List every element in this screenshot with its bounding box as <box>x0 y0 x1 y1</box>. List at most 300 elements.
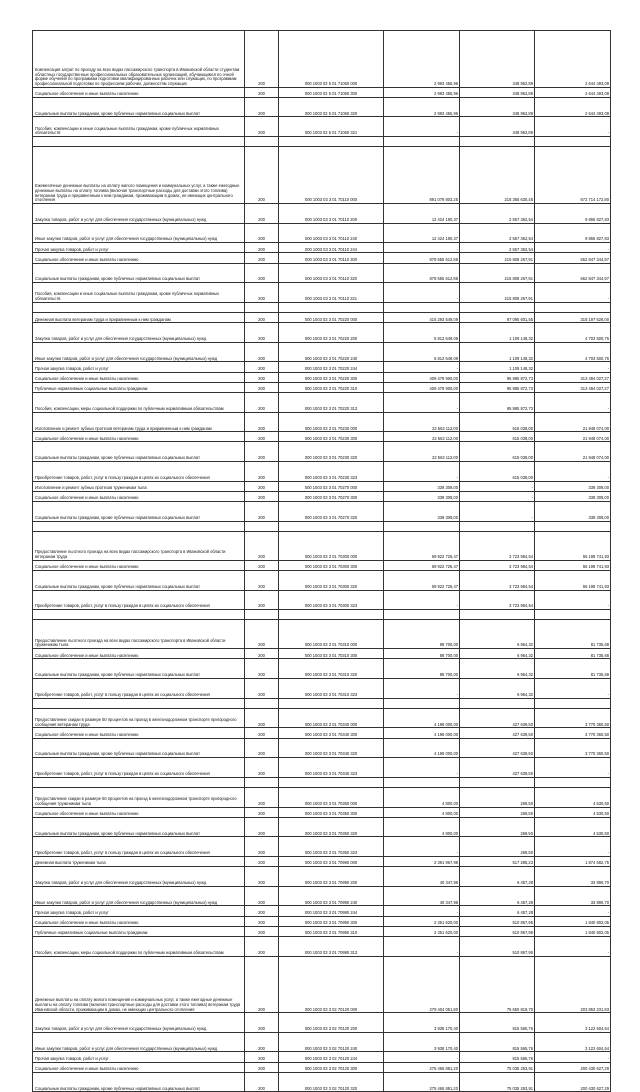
row-name: Социальные выплаты гражданам, кроме публичных нормативных социальных выплат <box>33 738 245 758</box>
row-line-code: 200 <box>245 916 279 926</box>
row-unexecuted <box>535 777 611 787</box>
row-executed: 815 565,76 <box>460 1032 535 1052</box>
row-unexecuted: - <box>535 679 611 699</box>
row-name: Предоставление скидки в размере 50 процентов на проезд в железнодорожном транспорте пригородного сообщения труженикам тыла <box>33 787 245 807</box>
row-executed: 3 723 984,54 <box>460 571 535 591</box>
row-line-code <box>245 521 279 531</box>
row-line-code: 200 <box>245 787 279 807</box>
row-approved: - <box>384 243 460 253</box>
row-name: Приобретение товаров, работ, услуг в пользу граждан в целях их социального обеспечения <box>33 837 245 857</box>
row-name: Социальные выплаты гражданам, кроме публичных нормативных социальных выплат <box>33 263 245 283</box>
table-row <box>33 147 611 204</box>
row-executed: 427 639,50 <box>460 738 535 758</box>
row-line-code: 200 <box>245 937 279 957</box>
table-row <box>33 203 611 223</box>
row-line-code: 200 <box>245 31 279 88</box>
row-line-code: 200 <box>245 393 279 413</box>
row-budget-code: 000 1003 03 3 01 70310 300 <box>279 649 384 659</box>
row-name: Публичные нормативные социальные выплаты гражданам <box>33 382 245 392</box>
row-approved <box>384 137 460 147</box>
row-approved: - <box>384 590 460 610</box>
row-line-code: 200 <box>245 620 279 649</box>
row-executed: 510 867,95 <box>460 926 535 936</box>
row-unexecuted: 21 948 074,00 <box>535 442 611 462</box>
row-unexecuted: 3 770 360,50 <box>535 708 611 728</box>
row-line-code: 200 <box>245 263 279 283</box>
row-unexecuted: 1 874 682,75 <box>535 856 611 866</box>
row-unexecuted: 200 430 627,29 <box>535 1062 611 1072</box>
row-name: Прочая закупка товаров, работ и услуг <box>33 906 245 916</box>
row-approved: 2 993 455,96 <box>384 97 460 117</box>
row-name: Социальные выплаты гражданам, кроме публичных нормативных социальных выплат <box>33 1072 245 1092</box>
table-row <box>33 223 611 243</box>
row-line-code: 200 <box>245 97 279 117</box>
row-approved: - <box>384 906 460 916</box>
row-approved: 4 198 000,00 <box>384 738 460 758</box>
row-unexecuted: 672 714 172,80 <box>535 147 611 204</box>
row-unexecuted: - <box>535 362 611 372</box>
row-executed: - <box>460 481 535 491</box>
row-approved: 878 655 612,88 <box>384 253 460 263</box>
row-executed: 6 457,28 <box>460 886 535 906</box>
row-line-code: 200 <box>245 382 279 392</box>
row-line-code: 200 <box>245 590 279 610</box>
row-approved: 3 938 170,40 <box>384 1013 460 1033</box>
row-name: Пособия, компенсации и иные социальные выплаты гражданам, кроме публичных нормативных обязательств <box>33 283 245 303</box>
row-approved: 415 293 549,09 <box>384 312 460 322</box>
row-approved: - <box>384 1052 460 1062</box>
row-name: Социальное обеспечение и иные выплаты населению <box>33 649 245 659</box>
table-row <box>33 698 611 708</box>
row-unexecuted: 313 494 027,27 <box>535 372 611 382</box>
row-approved: - <box>384 837 460 857</box>
row-unexecuted: 2 644 493,09 <box>535 87 611 97</box>
row-budget-code: 000 1003 03 3 01 70300 300 <box>279 560 384 570</box>
row-unexecuted: - <box>535 837 611 857</box>
row-name: Социальные выплаты гражданам, кроме публичных нормативных социальных выплат <box>33 502 245 522</box>
row-executed: 427 639,50 <box>460 708 535 728</box>
row-unexecuted: 1 840 802,05 <box>535 926 611 936</box>
row-line-code: 200 <box>245 491 279 501</box>
row-approved: 5 812 649,09 <box>384 342 460 362</box>
row-line-code <box>245 137 279 147</box>
row-budget-code: 000 1003 03 3 01 70990 000 <box>279 856 384 866</box>
table-row <box>33 817 611 837</box>
row-unexecuted: 200 430 627,29 <box>535 1072 611 1092</box>
row-name: Приобретение товаров, работ, услуг в пользу граждан в целях их социального обеспечения <box>33 462 245 482</box>
row-executed: 510 867,95 <box>460 937 535 957</box>
row-line-code: 200 <box>245 1013 279 1033</box>
row-executed: 269,50 <box>460 807 535 817</box>
row-line-code <box>245 302 279 312</box>
row-executed: 2 557 362,54 <box>460 243 535 253</box>
row-unexecuted <box>535 521 611 531</box>
row-approved: - <box>384 937 460 957</box>
row-name: Социальное обеспечение и иные выплаты населению <box>33 916 245 926</box>
row-name: Приобретение товаров, работ, услуг в пользу граждан в целях их социального обеспечения <box>33 590 245 610</box>
row-executed: 815 565,76 <box>460 1013 535 1033</box>
row-budget-code: 000 1003 03 3 01 70350 300 <box>279 807 384 817</box>
row-line-code <box>245 698 279 708</box>
row-executed: 95 985 872,73 <box>460 393 535 413</box>
row-budget-code: 000 1003 03 3 01 70110 321 <box>279 283 384 303</box>
table-row <box>33 738 611 758</box>
row-name: Социальное обеспечение и иные выплаты населению <box>33 372 245 382</box>
row-unexecuted: 9 866 827,83 <box>535 203 611 223</box>
row-line-code: 200 <box>245 867 279 887</box>
row-line-code: 200 <box>245 926 279 936</box>
row-line-code: 200 <box>245 807 279 817</box>
table-row <box>33 393 611 413</box>
row-executed: 3 723 984,54 <box>460 531 535 560</box>
row-budget-code <box>279 137 384 147</box>
row-budget-code: 000 1003 03 3 01 70220 313 <box>279 393 384 413</box>
row-executed: 75 035 253,91 <box>460 1072 535 1092</box>
row-approved <box>384 521 460 531</box>
row-line-code: 200 <box>245 117 279 137</box>
row-unexecuted: - <box>535 758 611 778</box>
row-budget-code: 000 1003 03 3 01 70110 244 <box>279 243 384 253</box>
row-executed: 6 964,32 <box>460 659 535 679</box>
row-approved: 40 347,98 <box>384 886 460 906</box>
row-name: Иные закупки товаров, работ и услуг для обеспечения государственных (муниципальных) нужд <box>33 342 245 362</box>
row-budget-code: 000 1003 03 3 01 70220 240 <box>279 342 384 362</box>
row-line-code: 200 <box>245 679 279 699</box>
row-budget-code: 000 1003 03 3 01 70110 320 <box>279 263 384 283</box>
row-unexecuted: 662 847 344,97 <box>535 253 611 263</box>
table-row <box>33 382 611 392</box>
row-budget-code: 000 1003 03 3 01 70220 244 <box>279 362 384 372</box>
table-row <box>33 253 611 263</box>
row-line-code: 200 <box>245 817 279 837</box>
table-row <box>33 481 611 491</box>
row-executed: 1 109 148,32 <box>460 342 535 362</box>
row-name: Пособия, компенсации, меры социальной поддержки по публичным нормативным обязательствам <box>33 393 245 413</box>
table-row <box>33 856 611 866</box>
table-row <box>33 807 611 817</box>
row-unexecuted: 56 198 741,93 <box>535 571 611 591</box>
row-unexecuted: 339 309,00 <box>535 502 611 522</box>
row-budget-code: 000 1003 03 3 01 70350 323 <box>279 837 384 857</box>
row-unexecuted: 33 890,70 <box>535 867 611 887</box>
row-approved <box>384 302 460 312</box>
row-budget-code: 000 1003 03 3 01 70230 320 <box>279 442 384 462</box>
table-row <box>33 679 611 699</box>
row-name: Социальные выплаты гражданам, кроме публичных нормативных социальных выплат <box>33 442 245 462</box>
row-name: Закупка товаров, работ и услуг для обеспечения государственных (муниципальных) нужд <box>33 1013 245 1033</box>
row-budget-code: 000 1003 03 3 02 70120 200 <box>279 1013 384 1033</box>
table-row <box>33 837 611 857</box>
row-executed: 348 962,89 <box>460 87 535 97</box>
row-approved <box>384 610 460 620</box>
row-budget-code: 000 1003 03 3 01 70270 320 <box>279 502 384 522</box>
row-budget-code: 000 1003 03 3 01 70300 000 <box>279 531 384 560</box>
row-executed: 6 964,32 <box>460 620 535 649</box>
row-approved: 88 700,00 <box>384 649 460 659</box>
row-name: Иные закупки товаров, работ и услуг для обеспечения государственных (муниципальных) нужд <box>33 886 245 906</box>
row-budget-code: 000 1003 03 3 01 70340 000 <box>279 708 384 728</box>
row-approved: 4 800,00 <box>384 787 460 807</box>
row-budget-code <box>279 610 384 620</box>
table-row <box>33 906 611 916</box>
row-name: Социальное обеспечение и иные выплаты населению <box>33 87 245 97</box>
row-name: Социальное обеспечение и иные выплаты населению <box>33 560 245 570</box>
row-budget-code: 000 1003 03 3 01 70300 323 <box>279 590 384 610</box>
row-budget-code: 000 1003 02 5 01 71060 320 <box>279 97 384 117</box>
table-row <box>33 1072 611 1092</box>
row-approved <box>384 777 460 787</box>
row-executed: 218 365 630,45 <box>460 147 535 204</box>
row-unexecuted <box>535 137 611 147</box>
row-budget-code <box>279 698 384 708</box>
row-approved: 5 812 649,09 <box>384 323 460 343</box>
row-executed <box>460 777 535 787</box>
row-executed: 95 985 872,73 <box>460 382 535 392</box>
row-line-code: 200 <box>245 87 279 97</box>
row-approved: 339 309,00 <box>384 481 460 491</box>
row-approved: 878 655 612,88 <box>384 263 460 283</box>
row-line-code <box>245 777 279 787</box>
table-row <box>33 432 611 442</box>
row-budget-code: 000 1003 03 3 01 70990 310 <box>279 926 384 936</box>
row-approved: 22 563 112,00 <box>384 412 460 432</box>
row-unexecuted: 3 122 604,64 <box>535 1032 611 1052</box>
row-name: Приобретение товаров, работ, услуг в пользу граждан в целях их социального обеспечения <box>33 679 245 699</box>
row-approved: 891 079 803,25 <box>384 147 460 204</box>
row-budget-code: 000 1003 03 3 01 70310 323 <box>279 679 384 699</box>
row-name: Изготовление и ремонт зубных протезов ветеранам труда и приравненным к ним гражданам <box>33 412 245 432</box>
row-approved: 59 922 726,47 <box>384 560 460 570</box>
table-row <box>33 867 611 887</box>
row-executed: - <box>460 491 535 501</box>
row-budget-code: 000 1003 03 3 01 70990 313 <box>279 937 384 957</box>
row-name: Предоставление льготного проезда на всех видах пассажирского транспорта в Ивановской области труженикам тыла <box>33 620 245 649</box>
row-approved: 12 424 190,37 <box>384 203 460 223</box>
row-line-code: 200 <box>245 203 279 223</box>
row-executed: 6 964,32 <box>460 649 535 659</box>
row-executed: 1 109 148,32 <box>460 362 535 372</box>
row-name <box>33 777 245 787</box>
table-row <box>33 372 611 382</box>
row-unexecuted: 3 770 360,50 <box>535 738 611 758</box>
row-approved: 2 993 455,96 <box>384 87 460 97</box>
row-budget-code: 000 1003 03 3 02 70120 320 <box>279 1072 384 1092</box>
row-unexecuted: 318 197 528,00 <box>535 312 611 322</box>
row-name <box>33 137 245 147</box>
row-line-code: 200 <box>245 560 279 570</box>
table-row <box>33 117 611 137</box>
row-unexecuted: 21 948 074,00 <box>535 412 611 432</box>
row-approved <box>384 698 460 708</box>
row-executed: 269,50 <box>460 787 535 807</box>
row-line-code: 200 <box>245 728 279 738</box>
row-executed: 615 038,00 <box>460 432 535 442</box>
row-name: Приобретение товаров, работ, услуг в пользу граждан в целях их социального обеспечения <box>33 758 245 778</box>
table-row <box>33 462 611 482</box>
row-unexecuted: 81 735,68 <box>535 649 611 659</box>
row-unexecuted: - <box>535 243 611 253</box>
row-budget-code: 000 1003 03 3 01 70990 300 <box>279 916 384 926</box>
row-line-code: 200 <box>245 1032 279 1052</box>
row-name: Иные закупки товаров, работ и услуг для обеспечения государственных (муниципальных) нужд <box>33 223 245 243</box>
row-approved: 2 351 620,00 <box>384 916 460 926</box>
row-line-code: 200 <box>245 571 279 591</box>
row-budget-code: 000 1003 03 3 02 70120 240 <box>279 1032 384 1052</box>
row-line-code: 200 <box>245 283 279 303</box>
row-name: Закупка товаров, работ и услуг для обеспечения государственных (муниципальных) нужд <box>33 867 245 887</box>
table-row <box>33 649 611 659</box>
row-unexecuted: - <box>535 393 611 413</box>
row-executed: 75 035 253,91 <box>460 1062 535 1072</box>
row-name: Денежная выплата ветеранам труда и приравненным к ним гражданам <box>33 312 245 322</box>
row-line-code: 200 <box>245 147 279 204</box>
row-approved: 2 993 455,96 <box>384 31 460 88</box>
table-row <box>33 263 611 283</box>
row-approved: 339 309,00 <box>384 502 460 522</box>
row-approved: 88 700,00 <box>384 620 460 649</box>
table-row <box>33 323 611 343</box>
row-executed: 215 808 267,91 <box>460 283 535 303</box>
row-executed <box>460 521 535 531</box>
row-name: Предоставление скидки в размере 50 процентов на проезд в железнодорожном транспорте пригородного сообщения ветеранам труда <box>33 708 245 728</box>
row-approved: 409 479 900,00 <box>384 372 460 382</box>
table-row <box>33 937 611 957</box>
row-approved: 339 309,00 <box>384 491 460 501</box>
row-name <box>33 698 245 708</box>
row-unexecuted: 339 309,00 <box>535 481 611 491</box>
row-approved: 22 563 112,00 <box>384 432 460 442</box>
row-name <box>33 302 245 312</box>
row-executed: 427 639,50 <box>460 728 535 738</box>
row-name: Компенсация затрат по проезду на всех видах пассажирского транспорта в Ивановской области студентам областных государственных профессиональных образовательных организаций, обучающимся по очной форме обучения по программам подготовки квалифицированных рабочих или служащих, по программам профессиональной подготовки по профессиям рабочих, должностям служащих <box>33 31 245 88</box>
row-executed: 615 038,00 <box>460 442 535 462</box>
row-unexecuted: 203 853 231,93 <box>535 956 611 1013</box>
table-row <box>33 243 611 253</box>
row-line-code: 200 <box>245 1062 279 1072</box>
row-budget-code: 000 1003 03 3 01 70350 000 <box>279 787 384 807</box>
row-unexecuted: 2 644 493,09 <box>535 97 611 117</box>
row-name: Социальное обеспечение и иные выплаты населению <box>33 1062 245 1072</box>
row-line-code: 200 <box>245 372 279 382</box>
table-row <box>33 886 611 906</box>
row-budget-code: 000 1003 03 3 01 70340 300 <box>279 728 384 738</box>
row-executed: 348 962,89 <box>460 97 535 117</box>
row-budget-code <box>279 521 384 531</box>
table-row <box>33 31 611 88</box>
row-budget-code: 000 1003 03 3 01 70300 320 <box>279 571 384 591</box>
row-budget-code: 000 1003 03 3 01 70110 240 <box>279 223 384 243</box>
row-line-code: 200 <box>245 243 279 253</box>
row-unexecuted: 313 494 027,27 <box>535 382 611 392</box>
row-approved: - <box>384 362 460 372</box>
row-budget-code: 000 1003 03 3 01 70340 323 <box>279 758 384 778</box>
row-name: Социальные выплаты гражданам, кроме публичных нормативных социальных выплат <box>33 571 245 591</box>
row-unexecuted: 4 530,50 <box>535 817 611 837</box>
row-line-code: 200 <box>245 758 279 778</box>
row-executed: 3 723 984,54 <box>460 590 535 610</box>
row-executed: 6 964,32 <box>460 679 535 699</box>
table-body <box>33 31 611 1092</box>
row-executed <box>460 302 535 312</box>
row-executed: 815 565,76 <box>460 1052 535 1062</box>
row-name: Социальное обеспечение и иные выплаты населению <box>33 807 245 817</box>
table-row <box>33 956 611 1013</box>
row-budget-code: 000 1003 03 3 01 70220 310 <box>279 382 384 392</box>
row-line-code: 200 <box>245 481 279 491</box>
table-row <box>33 777 611 787</box>
row-executed: 517 285,23 <box>460 856 535 866</box>
row-line-code: 200 <box>245 253 279 263</box>
table-row <box>33 283 611 303</box>
row-approved: 409 479 900,00 <box>384 382 460 392</box>
row-executed: 2 557 362,54 <box>460 203 535 223</box>
row-unexecuted: - <box>535 117 611 137</box>
table-row <box>33 1013 611 1033</box>
row-line-code: 200 <box>245 362 279 372</box>
row-unexecuted: - <box>535 462 611 482</box>
row-budget-code: 000 1003 03 3 01 70350 320 <box>279 817 384 837</box>
row-executed: 269,50 <box>460 837 535 857</box>
row-line-code: 200 <box>245 462 279 482</box>
row-executed: 348 962,89 <box>460 31 535 88</box>
row-executed <box>460 137 535 147</box>
row-approved: 59 922 726,47 <box>384 531 460 560</box>
table-row <box>33 312 611 322</box>
table-row <box>33 610 611 620</box>
row-budget-code: 000 1003 03 3 01 70340 320 <box>279 738 384 758</box>
row-name: Социальное обеспечение и иные выплаты населению <box>33 491 245 501</box>
row-executed: 215 808 267,91 <box>460 263 535 283</box>
table-row <box>33 728 611 738</box>
row-name: Денежная выплата труженикам тыла <box>33 856 245 866</box>
row-approved: 275 465 881,20 <box>384 1062 460 1072</box>
row-unexecuted: 56 198 741,93 <box>535 531 611 560</box>
row-name: Иные закупки товаров, работ и услуг для обеспечения государственных (муниципальных) нужд <box>33 1032 245 1052</box>
row-executed: - <box>460 502 535 522</box>
row-unexecuted: - <box>535 283 611 303</box>
row-budget-code: 000 1003 03 3 01 70270 300 <box>279 491 384 501</box>
row-name: Прочая закупка товаров, работ и услуг <box>33 243 245 253</box>
row-executed: 2 557 362,54 <box>460 223 535 243</box>
table-row <box>33 758 611 778</box>
row-unexecuted: 9 866 827,83 <box>535 223 611 243</box>
row-unexecuted: - <box>535 937 611 957</box>
row-name <box>33 521 245 531</box>
table-row <box>33 302 611 312</box>
row-executed: 215 808 267,91 <box>460 253 535 263</box>
row-name: Ежемесячные денежные выплаты на оплату жилого помещения и коммунальных услуг, а также ежегодные денежные выплаты на оплату топлива (включая транспортные расходы для доставки этого топлива) ветеранам труда и приравненным к ним гражданам, проживающим в домах, не имеющих центрального отопления <box>33 147 245 204</box>
table-row <box>33 926 611 936</box>
row-name: Изготовление и ремонт зубных протезов труженикам тыла <box>33 481 245 491</box>
row-line-code <box>245 610 279 620</box>
row-unexecuted: 4 703 500,76 <box>535 342 611 362</box>
row-approved: 88 700,00 <box>384 659 460 679</box>
row-approved: 22 563 112,00 <box>384 442 460 462</box>
row-budget-code: 000 1003 02 5 01 71060 321 <box>279 117 384 137</box>
row-budget-code: 000 1003 02 5 01 71060 000 <box>279 31 384 88</box>
row-approved: 4 198 000,00 <box>384 728 460 738</box>
row-name: Социальные выплаты гражданам, кроме публичных нормативных социальных выплат <box>33 97 245 117</box>
row-approved: 12 424 190,37 <box>384 223 460 243</box>
row-line-code: 200 <box>245 531 279 560</box>
row-approved: 2 391 967,98 <box>384 856 460 866</box>
row-approved: 4 800,00 <box>384 807 460 817</box>
row-unexecuted: 339 309,00 <box>535 491 611 501</box>
row-approved: 2 351 620,00 <box>384 926 460 936</box>
row-unexecuted <box>535 610 611 620</box>
row-unexecuted: - <box>535 1052 611 1062</box>
table-row <box>33 1032 611 1052</box>
